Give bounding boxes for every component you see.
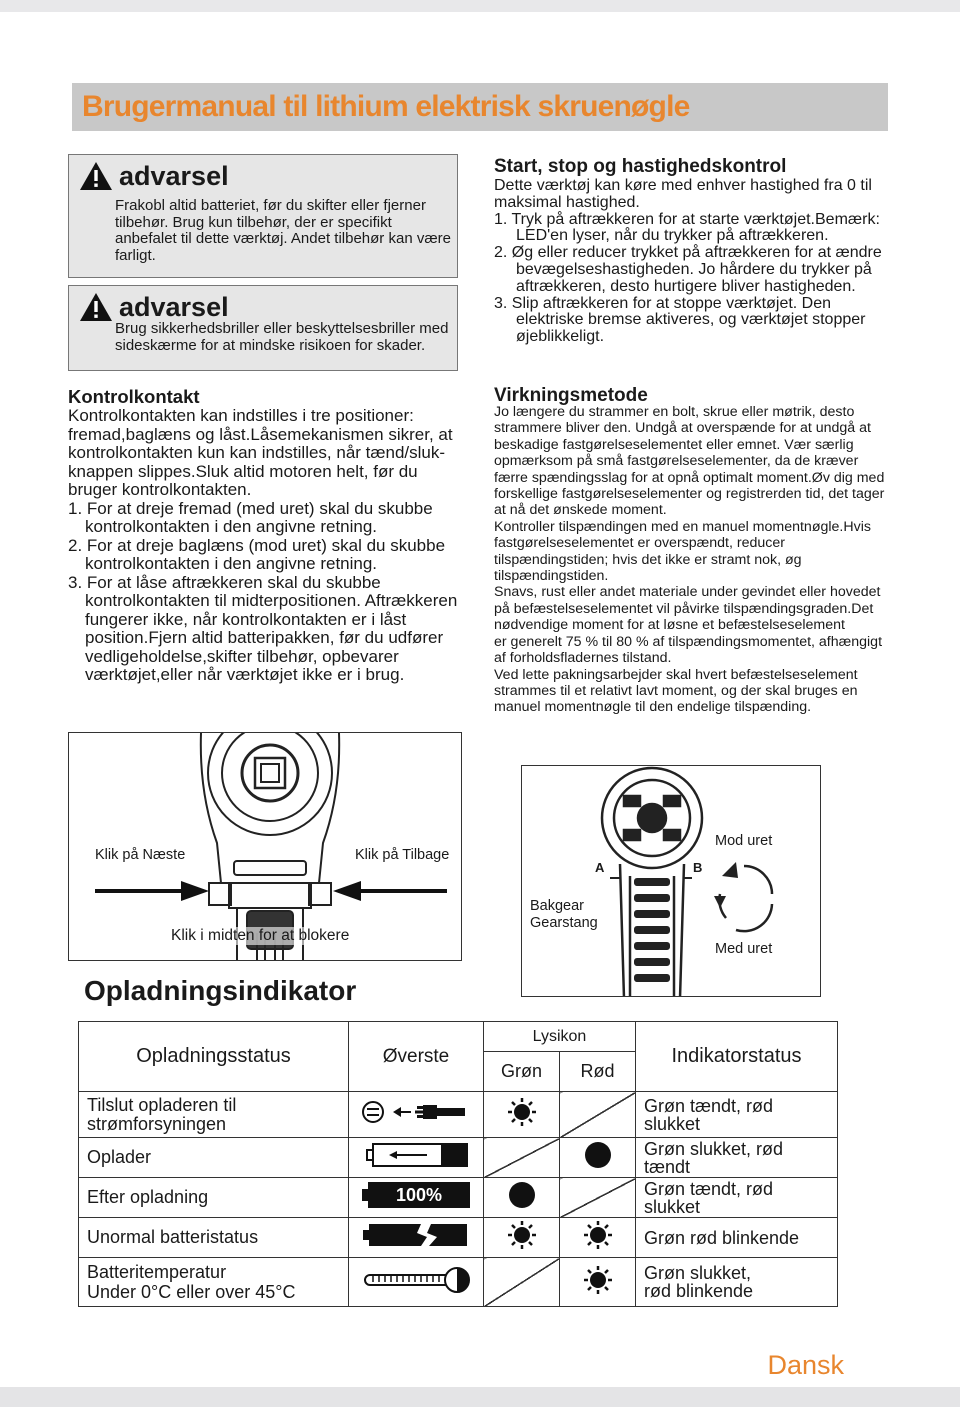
list-item: 1. For at dreje fremad (med uret) skal du skubbe kontrolkontakten i den angivne retning. <box>68 498 433 536</box>
green-light-cell-empty <box>484 1258 560 1307</box>
header-lysikon: Lysikon <box>484 1022 636 1052</box>
warning-text: Brug sikkerhedsbriller eller beskyttelsesbriller med sideskærme for at mindske risikoen for skader. <box>115 320 449 354</box>
title-bar <box>72 83 888 131</box>
language-label: Dansk <box>767 1350 844 1380</box>
row-icon <box>349 1178 484 1218</box>
row-status: Oplader <box>79 1138 349 1178</box>
figure-label-lock: Klik i midten for at blokere <box>171 927 350 944</box>
table-row <box>79 1092 838 1138</box>
blinking-light-icon <box>507 1220 537 1250</box>
row-icon <box>349 1092 484 1138</box>
row-status: Batteritemperatur Under 0°C eller over 45°C <box>79 1258 349 1307</box>
paragraph: Kontroller tilspændingen med en manuel momentnøgle.Hvis fastgørelseselementet er overspændt, reducer tilspændingstiden; hvis det ikke er stramt nok, øg tilspændingstiden. <box>494 518 871 585</box>
blinking-light-icon <box>583 1220 613 1250</box>
red-light-cell <box>560 1258 636 1307</box>
gear-lever-illustration <box>522 766 821 997</box>
row-status: Efter opladning <box>79 1178 349 1218</box>
header-red: Rød <box>560 1052 636 1092</box>
row-indicator: Grøn slukket, rød tændt <box>636 1138 838 1178</box>
paragraph: Ved lette pakningsarbejder skal hvert befæstelseselement strammes til et relativt lavt moment, og der skal bruges en manuel momentnøgle til den endelige tilspænding. <box>494 666 858 716</box>
plug-icon <box>361 1097 471 1127</box>
blinking-light-icon <box>507 1097 537 1127</box>
warning-box-1: advarsel Frakobl altid batteriet, før du skifter eller fjerner tilbehør. Brug kun tilbehør, der er specifikt anbefalet til dette værktøj. Andet tilbehør kan være farligt. <box>68 154 458 278</box>
list-item: 2. For at dreje baglæns (mod uret) skal du skubbe kontrolkontakten i den angivne retning. <box>68 535 446 573</box>
figure-label-b: B <box>693 860 703 875</box>
battery-label: 100% <box>368 1182 470 1208</box>
header-indicator: Indikatorstatus <box>636 1022 838 1092</box>
kontrol-body <box>68 407 470 685</box>
figure-label-mod-uret: Mod uret <box>715 833 773 849</box>
row-indicator: Grøn tændt, rød slukket <box>636 1092 838 1138</box>
figure-label-a: A <box>595 860 605 875</box>
battery-full-icon <box>362 1182 470 1208</box>
list-item: 2. Øg eller reducer trykket på aftrækkeren for at ændre bevægelseshastigheden. Jo hårdere du trykker på aftrækkeren, desto hurtigere bliver hastigheden. <box>494 244 882 295</box>
warning-text: Frakobl altid batteriet, før du skifter eller fjerner tilbehør. Brug kun tilbehør, der er specifikt anbefalet til dette værktøj. Andet tilbehør kan være farligt. <box>115 197 451 264</box>
green-light-cell <box>484 1178 560 1218</box>
figure-label-bakgear: Bakgear <box>530 898 585 914</box>
header-top: Øverste <box>349 1022 484 1092</box>
gear-lever-figure <box>521 765 821 997</box>
green-light-cell <box>484 1092 560 1138</box>
paragraph: er generelt 75 % til 80 % af tilspændingsmomentet, afhængigt af forholdsfladernes tilstand. <box>494 633 883 667</box>
top-strip <box>0 0 960 12</box>
row-status: Unormal batteristatus <box>79 1218 349 1258</box>
paragraph: Jo længere du strammer en bolt, skrue eller møtrik, desto strammere bliver den. Undgå at overspænde for at undgå at beskadige fastgørelseselementet eller emnet. Vær særlig opmærksom på små fastgørelseselementer, da de kræver færre spændingsslag for at opnå optimalt moment.Øv dig med forskellige fastgørelseselementer og registrerden tid, det tager at nå det ønskede moment. <box>494 404 885 519</box>
red-light-cell <box>560 1138 636 1178</box>
figure-label-next: Klik på Næste <box>95 847 186 863</box>
section-heading-indicator: Opladningsindikator <box>84 975 357 1006</box>
start-body <box>494 178 894 346</box>
virkning-body <box>494 404 892 716</box>
blinking-light-icon <box>583 1265 613 1295</box>
solid-light-icon <box>507 1180 537 1210</box>
red-light-cell <box>560 1218 636 1258</box>
warning-box-2: advarsel Brug sikkerhedsbriller eller beskyttelsesbriller med sideskærme for at mindske risikoen for skader. <box>68 285 458 371</box>
green-light-cell-empty <box>484 1138 560 1178</box>
row-icon <box>349 1218 484 1258</box>
warning-triangle-icon <box>79 161 113 191</box>
table-row <box>79 1218 838 1258</box>
table-row <box>79 1138 838 1178</box>
battery-fault-icon <box>361 1221 471 1249</box>
red-light-cell-empty <box>560 1178 636 1218</box>
row-icon <box>349 1258 484 1307</box>
row-indicator: Grøn slukket, rød blinkende <box>636 1258 838 1307</box>
table-row <box>79 1258 838 1307</box>
battery-charging-icon <box>361 1141 471 1169</box>
row-status: Tilslut opladeren til strømforsyningen <box>79 1092 349 1138</box>
section-heading-virkning: Virkningsmetode <box>494 385 648 406</box>
row-indicator: Grøn rød blinkende <box>636 1218 838 1258</box>
thermometer-icon <box>361 1265 471 1295</box>
bottom-strip <box>0 1387 960 1407</box>
green-light-cell <box>484 1218 560 1258</box>
charging-indicator-table <box>78 1021 838 1307</box>
figure-label-back: Klik på Tilbage <box>355 847 450 863</box>
header-status: Opladningsstatus <box>79 1022 349 1092</box>
start-intro: Dette værktøj kan køre med enhver hastighed fra 0 til maksimal hastighed. <box>494 177 872 211</box>
figure-label-med-uret: Med uret <box>715 941 773 957</box>
row-indicator: Grøn tændt, rød slukket <box>636 1178 838 1218</box>
table-row <box>79 1178 838 1218</box>
figure-label-gearstang: Gearstang <box>530 915 598 931</box>
red-light-cell-empty <box>560 1092 636 1138</box>
kontrol-intro: Kontrolkontakten kan indstilles i tre positioner: fremad,baglæns og låst.Låsemekanismen sikrer, at kontrolkontakten kun kan indstilles, når tænd/sluk-knappen slippes.Sluk altid motoren helt, før du bruger kontrolkontakten. <box>68 406 453 499</box>
section-heading-kontrol: Kontrolkontakt <box>68 386 200 407</box>
table-header-row <box>79 1022 838 1052</box>
row-icon <box>349 1138 484 1178</box>
solid-light-icon <box>583 1140 613 1170</box>
header-green: Grøn <box>484 1052 560 1092</box>
paragraph: Snavs, rust eller andet materiale under gevindet eller hovedet på befæstelseselementet vil påvirke tilspændingsgraden.Det nødvendige moment for at løsne et befæstelseselement <box>494 584 881 634</box>
list-item: 1. Tryk på aftrækkeren for at starte værktøjet.Bemærk: LED'en lyser, når du trykker på aftrækkeren. <box>494 210 880 245</box>
control-switch-figure <box>68 732 462 961</box>
section-heading-start: Start, stop og hastighedskontrol <box>494 156 787 177</box>
page-title: Brugermanual til lithium elektrisk skruenøgle <box>82 90 690 123</box>
list-item: 3. For at låse aftrækkeren skal du skubbe kontrolkontakten til midterpositionen. Aftrækkeren fungerer ikke, når kontrolkontakten er i låst position.Fjern altid batteripakken, før du udfører vedligeholdelse,skifter tilbehør, opbevarer værktøjet,eller når værktøjet ikke er i brug. <box>68 572 458 684</box>
list-item: 3. Slip aftrækkeren for at stoppe værktøjet. Den elektriske bremse aktiveres, og værktøjet stopper øjeblikkeligt. <box>494 294 866 346</box>
warning-triangle-icon <box>79 292 113 322</box>
